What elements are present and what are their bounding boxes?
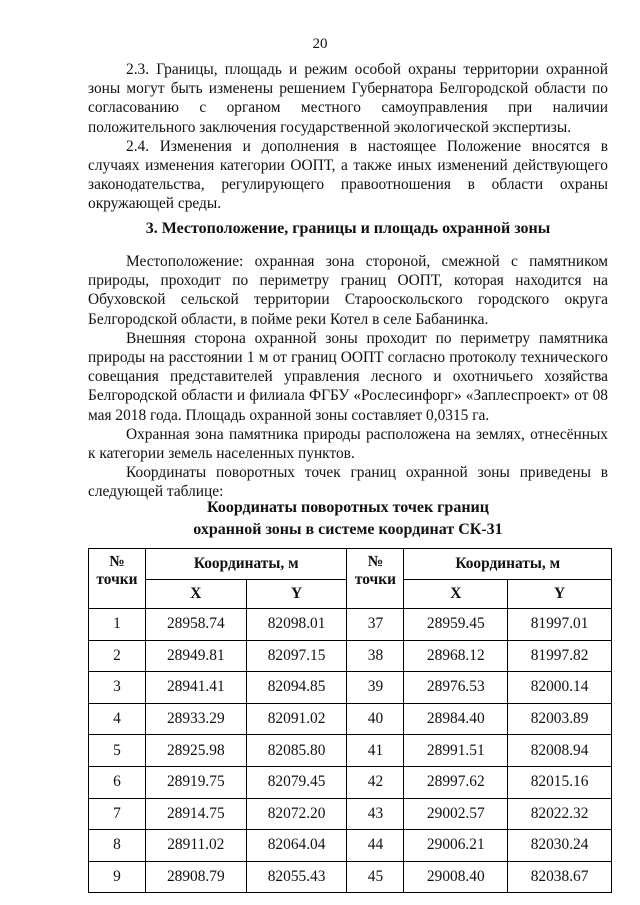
x-value: 28958.74	[145, 609, 246, 641]
y-value: 82098.01	[246, 609, 347, 641]
header-point-number-right: № точки	[347, 549, 404, 609]
point-number: 9	[89, 861, 146, 893]
x-value: 29008.40	[404, 861, 508, 893]
header-y-left: Y	[246, 580, 347, 609]
x-value: 28925.98	[145, 735, 246, 767]
point-number: 40	[347, 703, 404, 735]
top-paragraphs	[88, 60, 608, 214]
paragraph-land-category: Охранная зона памятника природы расположена на землях, отнесённых к категории земель населенных пунктов.	[88, 425, 608, 463]
header-x-left: X	[145, 580, 246, 609]
point-number: 38	[347, 640, 404, 672]
x-value: 28911.02	[145, 830, 246, 862]
x-value: 28949.81	[145, 640, 246, 672]
header-coordinates-right: Координаты, м	[404, 549, 612, 580]
point-number: 2	[89, 640, 146, 672]
point-number: 37	[347, 609, 404, 641]
table-caption	[88, 497, 608, 541]
y-value: 82015.16	[508, 766, 612, 798]
table-row	[89, 672, 612, 704]
paragraph-2-4: 2.4. Изменения и дополнения в настоящее Положение вносятся в случаях изменения категории ООПТ, а также иных изменений действующего законодательства, регулирующего правоотношения в области охраны окружающей среды.	[88, 137, 608, 213]
x-value: 28984.40	[404, 703, 508, 735]
table-row	[89, 766, 612, 798]
x-value: 28959.45	[404, 609, 508, 641]
page-number: 20	[312, 36, 328, 52]
section-heading: 3. Местоположение, границы и площадь охранной зоны	[145, 220, 551, 237]
y-value: 82094.85	[246, 672, 347, 704]
y-value: 81997.01	[508, 609, 612, 641]
point-number: 8	[89, 830, 146, 862]
header-y-right: Y	[508, 580, 612, 609]
y-value: 82064.04	[246, 830, 347, 862]
paragraph-outer-side: Внешняя сторона охранной зоны проходит по периметру памятника природы на расстоянии 1 м от границ ООПТ согласно протоколу технического совещания представителей управления лесного и охотничьего хозяйства Белгородской области и филиала ФГБУ «Рослесинфорг» «Заплеспроект» от 08 мая 2018 года. Площадь охранной зоны составляет 0,0315 га.	[88, 329, 608, 424]
x-value: 28991.51	[404, 735, 508, 767]
point-number: 44	[347, 830, 404, 862]
header-x-right: X	[404, 580, 508, 609]
header-point-number-left: № точки	[89, 549, 146, 609]
x-value: 29002.57	[404, 798, 508, 830]
y-value: 82055.43	[246, 861, 347, 893]
y-value: 82030.24	[508, 830, 612, 862]
x-value: 28997.62	[404, 766, 508, 798]
table-header-row	[89, 549, 612, 580]
header-coordinates-left: Координаты, м	[145, 549, 347, 580]
paragraph-2-3: 2.3. Границы, площадь и режим особой охраны территории охранной зоны могут быть изменены решением Губернатора Белгородской области по согласованию с органом местного самоуправления при наличии положительного заключения государственной экологической экспертизы.	[88, 61, 608, 136]
x-value: 28919.75	[145, 766, 246, 798]
coordinates-table	[88, 548, 612, 893]
point-number: 5	[89, 735, 146, 767]
point-number: 42	[347, 766, 404, 798]
y-value: 82091.02	[246, 703, 347, 735]
table-row	[89, 830, 612, 862]
point-number: 3	[89, 672, 146, 704]
point-number: 7	[89, 798, 146, 830]
x-value: 28976.53	[404, 672, 508, 704]
table-row	[89, 640, 612, 672]
point-number: 6	[89, 766, 146, 798]
y-value: 82022.32	[508, 798, 612, 830]
x-value: 28908.79	[145, 861, 246, 893]
x-value: 28968.12	[404, 640, 508, 672]
y-value: 82079.45	[246, 766, 347, 798]
y-value: 82003.89	[508, 703, 612, 735]
point-number: 43	[347, 798, 404, 830]
x-value: 28941.41	[145, 672, 246, 704]
y-value: 82038.67	[508, 861, 612, 893]
paragraph-coordinates-intro: Координаты поворотных точек границ охранной зоны приведены в следующей таблице:	[88, 464, 608, 501]
point-number: 1	[89, 609, 146, 641]
point-number: 4	[89, 703, 146, 735]
table-row	[89, 609, 612, 641]
x-value: 28914.75	[145, 798, 246, 830]
table-row	[89, 703, 612, 735]
x-value: 28933.29	[145, 703, 246, 735]
point-number: 45	[347, 861, 404, 893]
point-number: 41	[347, 735, 404, 767]
y-value: 82072.20	[246, 798, 347, 830]
paragraph-location: Местоположение: охранная зона стороной, смежной с памятником природы, проходит по периметру границ ООПТ, которая находится на Обуховской сельской территории Старооскольского городского округа Белгородской области, в пойме реки Котел в селе Бабанинка.	[88, 253, 608, 328]
table-caption-line-2: охранной зоны в системе координат СК-31	[193, 521, 503, 538]
y-value: 81997.82	[508, 640, 612, 672]
x-value: 29006.21	[404, 830, 508, 862]
y-value: 82097.15	[246, 640, 347, 672]
table-row	[89, 861, 612, 893]
y-value: 82000.14	[508, 672, 612, 704]
table-row	[89, 735, 612, 767]
table-row	[89, 798, 612, 830]
point-number: 39	[347, 672, 404, 704]
y-value: 82008.94	[508, 735, 612, 767]
table-caption-line-1: Координаты поворотных точек границ	[207, 499, 489, 516]
y-value: 82085.80	[246, 735, 347, 767]
location-paragraphs	[88, 252, 608, 502]
